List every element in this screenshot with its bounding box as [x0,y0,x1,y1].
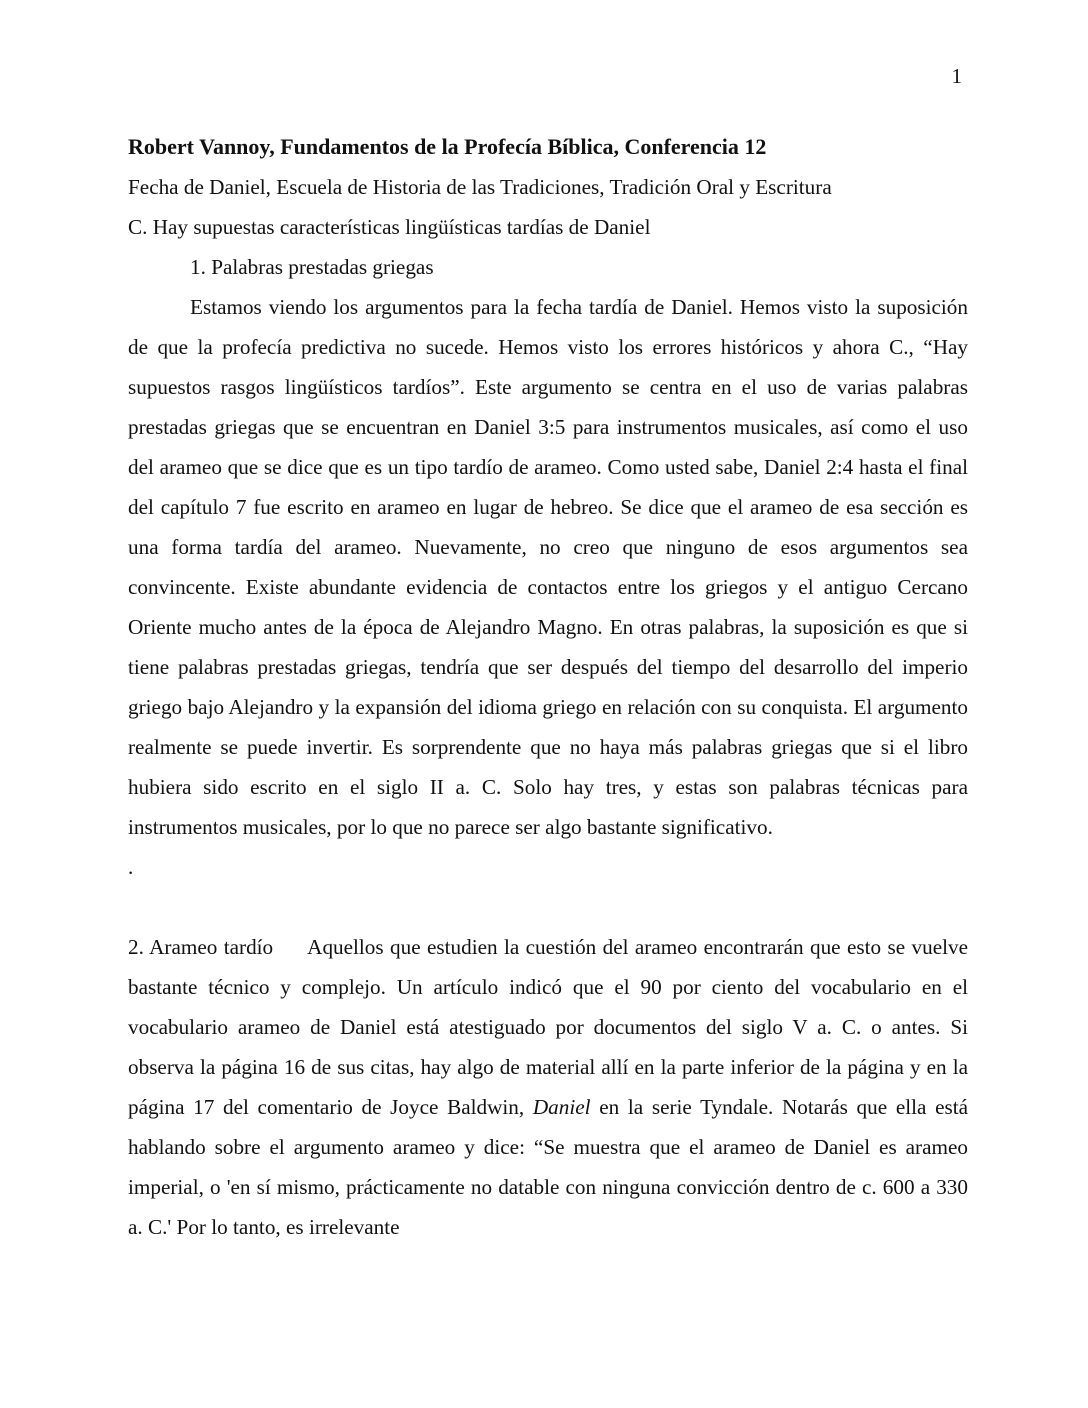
paragraph-late-aramaic [128,927,968,1247]
blank-line [128,887,968,927]
book-title-daniel: Daniel [532,1095,591,1119]
stray-period-mark: . [128,855,134,879]
paragraph-greek-loanwords: Estamos viendo los argumentos para la fecha tardía de Daniel. Hemos visto la suposición de que la profecía predictiva no sucede. Hemos visto los errores históricos y ahora C., “Hay supuestos rasgos lingüísticos tardíos”. Este argumento se centra en el uso de varias palabras prestadas griegas que se encuentran en Daniel 3:5 para instrumentos musicales, así como el uso del arameo que se dice que es un tipo tardío de arameo. Como usted sabe, Daniel 2:4 hasta el final del capítulo 7 fue escrito en arameo en lugar de hebreo. Se dice que el arameo de esa sección es una forma tardía del arameo. Nuevamente, no creo que ninguno de esos argumentos sea convincente. Existe abundante evidencia de contactos entre los griegos y el antiguo Cercano Oriente mucho antes de la época de Alejandro Magno. En otras palabras, la suposición es que si tiene palabras prestadas griegas, tendría que ser después del tiempo del desarrollo del imperio griego bajo Alejandro y la expansión del idioma griego en relación con su conquista. El argumento realmente se puede invertir. Es sorprendente que no haya más palabras griegas que si el libro hubiera sido escrito en el siglo II a. C. Solo hay tres, y estas son palabras técnicas para instrumentos musicales, por lo que no parece ser algo bastante significativo. [128,295,968,839]
paragraph-late-aramaic-text-2: en la serie Tyndale. Notarás que ella está hablando sobre el argumento arameo y dice: “Se muestra que el arameo de Daniel es arameo imperial, o 'en sí mismo, prácticamente no datable con ninguna convicción dentro de c. 600 a 330 a. C.' Por lo tanto, es irrelevante [128,1095,969,1239]
subheading-greek-loanwords: 1. Palabras prestadas griegas [190,255,434,279]
section-heading-c: C. Hay supuestas características lingüísticas tardías de Daniel [128,215,651,239]
document-subtitle: Fecha de Daniel, Escuela de Historia de las Tradiciones, Tradición Oral y Escritura [128,175,832,199]
paragraph-late-aramaic-text-1: Aquellos que estudien la cuestión del arameo encontrarán que esto se vuelve bastante técnico y complejo. Un artículo indicó que el 90 por ciento del vocabulario en el vocabulario arameo de Daniel está atestiguado por documentos del siglo V a. C. o antes. Si observa la página 16 de sus citas, hay algo de material allí en la parte inferior de la página y en la página 17 del comentario de Joyce Baldwin, [128,935,968,1119]
subheading-late-aramaic: 2. Arameo tardío [128,935,274,959]
document-body [128,127,968,1247]
page-number: 1 [951,64,962,88]
document-title: Robert Vannoy, Fundamentos de la Profecía Bíblica, Conferencia 12 [128,134,767,159]
